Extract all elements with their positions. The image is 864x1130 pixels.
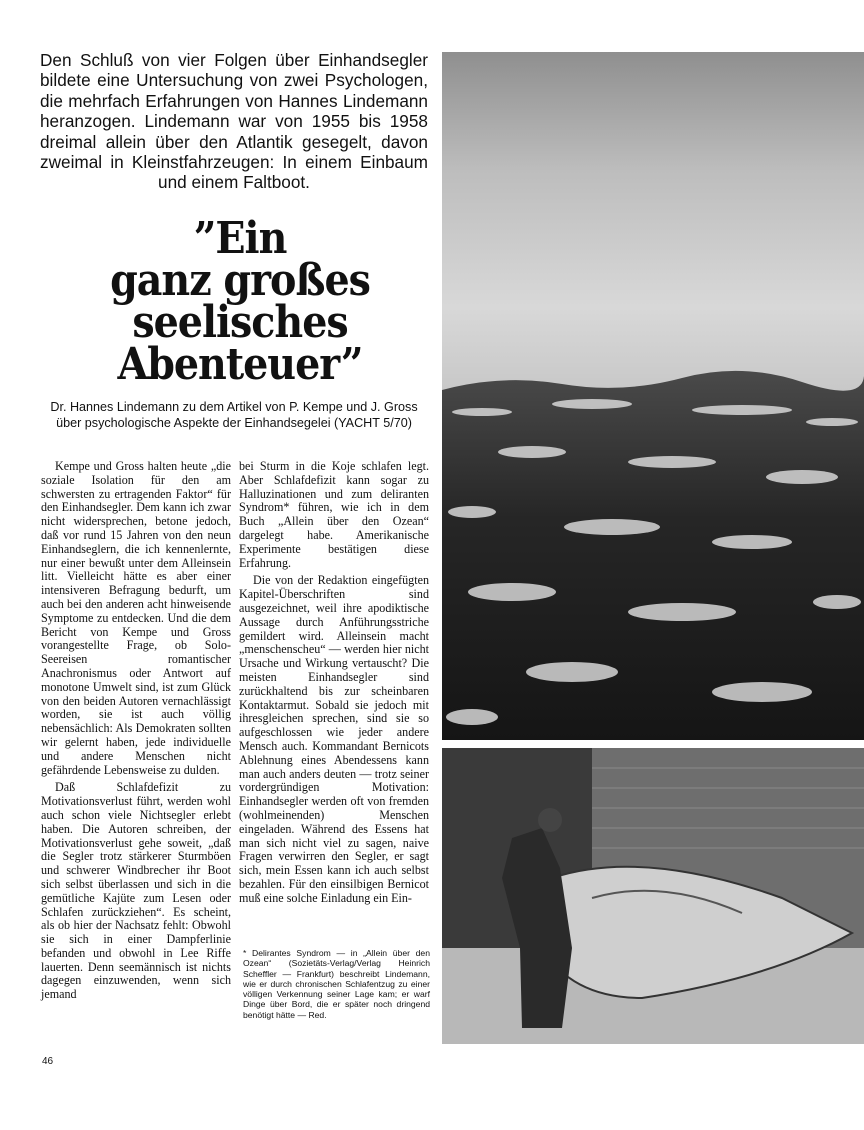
boat-photo-graphic — [442, 748, 864, 1044]
headline — [40, 213, 440, 390]
body-paragraph-2: Daß Schlafdefizit zu Motivationsverlust führt, werden wohl auch schon viele Nichtsegler erlebt haben. Die Autoren schreiben, der Motivationsverlust gehe soweit, „daß die Segler trotz stärkerer Sturmböen und schwerer Windbrecher ihr Boot sich selbst überlassen und sich in die gemütliche Kajüte zum Lesen oder Schlafen zurückziehen“. Es scheint, als ob hier der Nachsatz fehlt: Obwohl sie sich in einer Dampferlinie befanden und obwohl in Lee Riffe lauerten. Denn seemännisch ist nichts dagegen einzuwenden, wenn sich jemand — [41, 780, 231, 1002]
boat-photo — [442, 748, 864, 1044]
text-column-2 — [239, 460, 429, 910]
headline-line-3: seelisches — [132, 297, 348, 348]
sea-photo-graphic — [442, 52, 864, 740]
text-column-1 — [41, 460, 231, 1006]
headline-line-4: Abenteuer” — [117, 339, 363, 390]
sea-photo — [442, 52, 864, 740]
page-number: 46 — [42, 1056, 54, 1067]
headline-line-2: ganz großes — [110, 255, 370, 306]
footnote: * Delirantes Syndrom — in „Allein über den Ozean“ (Sozietäts-Verlag/Verlag Heinrich Scheffler — Frankfurt) beschreibt Lindemann, wie er durch chronischen Schlafentzug zu einer völligen Verkennung seiner Lage kam; er warf Dinge über Bord, die er später noch dringend benötigt hätte — Red. — [243, 948, 430, 1020]
body-paragraph-3: bei Sturm in die Koje schlafen legt. Aber Schlafdefizit kann sogar zu Halluzinationen und zum deliranten Syndrom* führen, wie ich in dem Buch „Allein über den Ozean“ dargelegt habe. Amerikanische Experimente bestätigen diese Erfahrung. — [239, 459, 429, 570]
body-paragraph-1: Kempe und Gross halten heute „die soziale Isolation für den am schwersten zu ertragenden Faktor“ für den Einhandsegler. Dem kann ich zwar nicht widersprechen, betone jedoch, daß vor rund 15 Jahren von den neun Einhandseglern, die ich kennenlernte, nur einer bewußt unter dem Alleinsein litt. Vielleicht hätte es aber einer intensiveren Befragung bedurft, um auch bei den anderen acht hinweisende Symptome zu entdecken. Und die dem Bericht von Kempe und Gross vorangestellte Frage, ob Solo-Seereisen romantischer Anachronismus oder Antwort auf monotone Umwelt sind, ist zum Glück von den beiden Autoren vernachlässigt worden, sie ist auch völlig nebensächlich: Als Demokraten sollten wir gelernt haben, jede individuelle und andere Menschen nicht gefährdende Lebensweise zu dulden. — [41, 459, 231, 777]
subline: Dr. Hannes Lindemann zu dem Artikel von P. Kempe und J. Gross über psychologische Aspekte der Einhandsegelei (YACHT 5/70) — [50, 400, 418, 430]
intro-text: Den Schluß von vier Folgen über Einhandsegler bildete eine Untersuchung von zwei Psychologen, die mehrfach Erfahrungen von Hannes Lindemann heranzogen. Lindemann war von 1955 bis 1958 dreimal allein über den Atlantik gesegelt, davon zweimal in Kleinstfahrzeugen: In einem Einbaum und einem Faltboot. — [40, 50, 428, 193]
headline-line-1: ”Ein — [193, 213, 287, 264]
body-paragraph-4: Die von der Redaktion eingefügten Kapitel-Überschriften sind ausgezeichnet, weil ihre apodiktische Aussage durch Anführungsstriche gemildert wird. Alleinsein macht „menschenscheu“ — werden hier nicht Ursache und Wirkung vertauscht? Die meisten Einhandsegler sind zurückhaltend bis zur scheinbaren Kontaktarmut. Sobald sie jedoch mit ihresgleichen sprechen, sind sie so aufgeschlossen wie jeder andere Mensch auch. Kommandant Bernicots Ablehnung eines Abendessens kann man auch anders deuten — trotz seiner vordergründigen Motivation: Einhandsegler werden oft von fremden (wohlmeinenden) Menschen eingeladen. Während des Essens hat man sich nicht viel zu sagen, naive Fragen verwirren den Segler, er sagt sich, mein Essen kann ich auch selbst bezahlen. Für den einsilbigen Bernicot muß eine solche Einladung ein Ein- — [239, 573, 429, 905]
